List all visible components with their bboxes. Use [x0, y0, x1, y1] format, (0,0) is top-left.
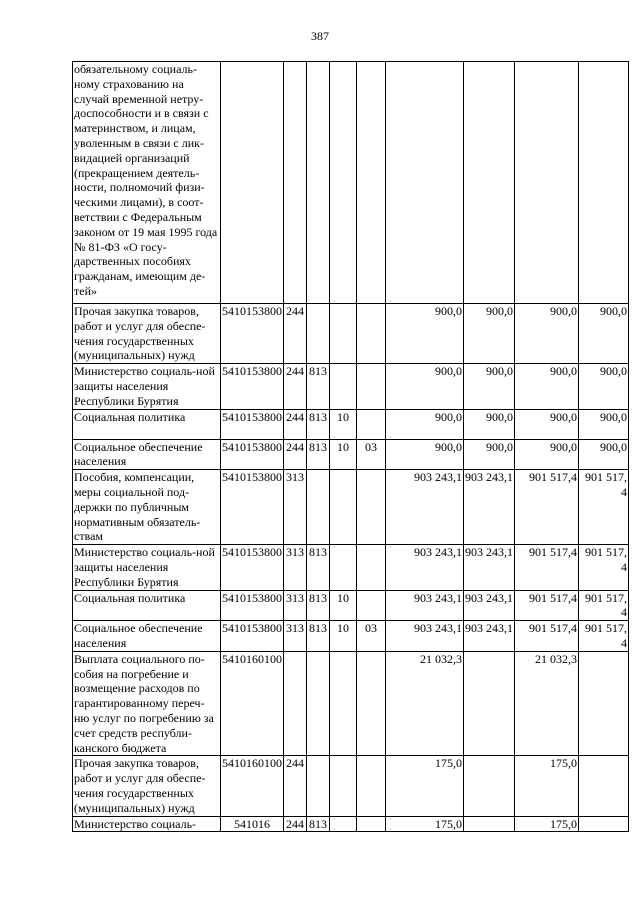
row-amount-2-cell: 900,0	[464, 409, 515, 439]
row-amount-1-cell: 900,0	[386, 304, 464, 364]
row-csr-cell: 5410160100	[221, 756, 284, 816]
row-amount-4-cell: 901 517,4	[579, 621, 629, 652]
row-pr-cell	[357, 304, 386, 364]
row-csr-cell: 5410153800	[221, 470, 284, 545]
row-grbs-cell	[307, 756, 330, 816]
row-amount-2-cell: 903 243,1	[464, 470, 515, 545]
row-amount-2-cell: 903 243,1	[464, 590, 515, 621]
row-pr-cell	[357, 816, 386, 832]
row-vr-cell	[284, 62, 307, 304]
row-amount-4-cell: 901 517,4	[579, 590, 629, 621]
row-name-cell: Социальное обеспечение населения	[73, 439, 221, 470]
row-amount-3-cell: 175,0	[515, 816, 579, 832]
row-vr-cell: 313	[284, 590, 307, 621]
table-row	[73, 545, 629, 590]
row-csr-cell: 5410153800	[221, 364, 284, 409]
row-amount-4-cell	[579, 62, 629, 304]
row-amount-1-cell: 900,0	[386, 364, 464, 409]
row-grbs-cell: 813	[307, 816, 330, 832]
budget-table	[72, 61, 629, 832]
table-row	[73, 621, 629, 652]
row-rz-cell	[330, 304, 357, 364]
row-amount-3-cell: 900,0	[515, 304, 579, 364]
table-row	[73, 364, 629, 409]
row-pr-cell	[357, 651, 386, 756]
row-pr-cell	[357, 364, 386, 409]
table-row	[73, 651, 629, 756]
row-grbs-cell: 813	[307, 364, 330, 409]
row-vr-cell	[284, 651, 307, 756]
row-amount-2-cell	[464, 756, 515, 816]
row-csr-cell	[221, 62, 284, 304]
row-vr-cell: 313	[284, 621, 307, 652]
row-amount-1-cell: 175,0	[386, 816, 464, 832]
row-rz-cell	[330, 470, 357, 545]
row-vr-cell: 244	[284, 756, 307, 816]
row-csr-cell: 5410153800	[221, 545, 284, 590]
row-amount-1-cell: 21 032,3	[386, 651, 464, 756]
row-grbs-cell	[307, 470, 330, 545]
row-pr-cell	[357, 756, 386, 816]
row-grbs-cell: 813	[307, 439, 330, 470]
row-vr-cell: 244	[284, 304, 307, 364]
row-amount-4-cell: 900,0	[579, 439, 629, 470]
row-csr-cell: 5410153800	[221, 304, 284, 364]
row-name-cell: Социальная политика	[73, 409, 221, 439]
row-rz-cell: 10	[330, 590, 357, 621]
row-csr-cell: 5410153800	[221, 439, 284, 470]
row-rz-cell: 10	[330, 409, 357, 439]
row-name-cell: Министерство социаль-	[73, 816, 221, 832]
row-amount-1-cell: 903 243,1	[386, 470, 464, 545]
row-name-cell: Министерство социаль-ной защиты населения Республики Бурятия	[73, 545, 221, 590]
row-amount-1-cell	[386, 62, 464, 304]
row-vr-cell: 244	[284, 439, 307, 470]
row-amount-4-cell: 900,0	[579, 364, 629, 409]
row-name-cell: Пособия, компенсации, меры социальной под-держки по публичным нормативным обязатель-ствам	[73, 470, 221, 545]
row-pr-cell	[357, 545, 386, 590]
row-rz-cell	[330, 816, 357, 832]
row-amount-4-cell	[579, 651, 629, 756]
row-amount-3-cell: 900,0	[515, 364, 579, 409]
row-name-cell: Социальное обеспечение населения	[73, 621, 221, 652]
row-amount-4-cell: 900,0	[579, 409, 629, 439]
row-rz-cell	[330, 62, 357, 304]
row-grbs-cell	[307, 62, 330, 304]
row-vr-cell: 313	[284, 470, 307, 545]
row-name-cell: Социальная политика	[73, 590, 221, 621]
row-amount-3-cell: 21 032,3	[515, 651, 579, 756]
row-grbs-cell: 813	[307, 621, 330, 652]
table-row	[73, 470, 629, 545]
row-grbs-cell: 813	[307, 590, 330, 621]
row-amount-1-cell: 903 243,1	[386, 621, 464, 652]
row-amount-1-cell: 903 243,1	[386, 590, 464, 621]
row-pr-cell	[357, 470, 386, 545]
row-amount-3-cell: 901 517,4	[515, 545, 579, 590]
row-amount-2-cell: 900,0	[464, 439, 515, 470]
row-vr-cell: 244	[284, 364, 307, 409]
table-body	[73, 62, 629, 832]
row-pr-cell	[357, 62, 386, 304]
row-rz-cell	[330, 545, 357, 590]
row-amount-1-cell: 175,0	[386, 756, 464, 816]
row-amount-2-cell: 903 243,1	[464, 621, 515, 652]
table-row	[73, 756, 629, 816]
row-amount-2-cell	[464, 62, 515, 304]
row-amount-2-cell	[464, 816, 515, 832]
row-name-cell: Прочая закупка товаров, работ и услуг для обеспе-чения государственных (муниципальных) нужд	[73, 756, 221, 816]
row-name-cell: Министерство социаль-ной защиты населения Республики Бурятия	[73, 364, 221, 409]
row-amount-4-cell: 901 517,4	[579, 470, 629, 545]
row-pr-cell: 03	[357, 439, 386, 470]
row-name-cell: обязательному социаль-ному страхованию на случай временной нетру-доспособности и в связи с материнством, и лицам, уволенным в связи с лик-видацией организаций (прекращением деятель-ности, полномочий физи-ческими лицами), в соот-ветствии с Федеральным законом от 19 мая 1995 года № 81-ФЗ «О госу-дарственных пособиях гражданам, имеющим де-тей»	[73, 62, 221, 304]
row-pr-cell	[357, 590, 386, 621]
row-amount-4-cell: 901 517,4	[579, 545, 629, 590]
row-csr-cell: 5410153800	[221, 590, 284, 621]
row-amount-3-cell: 175,0	[515, 756, 579, 816]
row-pr-cell	[357, 409, 386, 439]
row-amount-1-cell: 900,0	[386, 439, 464, 470]
row-amount-4-cell	[579, 756, 629, 816]
table-row	[73, 439, 629, 470]
row-grbs-cell: 813	[307, 545, 330, 590]
row-rz-cell	[330, 651, 357, 756]
row-vr-cell: 313	[284, 545, 307, 590]
table-row	[73, 304, 629, 364]
row-grbs-cell	[307, 651, 330, 756]
row-rz-cell: 10	[330, 439, 357, 470]
row-amount-4-cell: 900,0	[579, 304, 629, 364]
row-amount-3-cell	[515, 62, 579, 304]
row-amount-2-cell: 903 243,1	[464, 545, 515, 590]
page-number: 387	[311, 29, 329, 43]
row-csr-cell: 5410153800	[221, 409, 284, 439]
table-row	[73, 409, 629, 439]
row-amount-4-cell	[579, 816, 629, 832]
row-amount-2-cell	[464, 651, 515, 756]
row-grbs-cell	[307, 304, 330, 364]
row-csr-cell: 5410160100	[221, 651, 284, 756]
row-name-cell: Выплата социального по-собия на погребение и возмещение расходов по гарантированному переч-ню услуг по погребению за счет средств республи-канского бюджета	[73, 651, 221, 756]
row-amount-2-cell: 900,0	[464, 304, 515, 364]
row-rz-cell	[330, 364, 357, 409]
table-row	[73, 816, 629, 832]
row-amount-3-cell: 900,0	[515, 409, 579, 439]
table-row	[73, 590, 629, 621]
row-vr-cell: 244	[284, 816, 307, 832]
row-csr-cell: 5410153800	[221, 621, 284, 652]
table-row	[73, 62, 629, 304]
row-rz-cell: 10	[330, 621, 357, 652]
row-grbs-cell: 813	[307, 409, 330, 439]
row-amount-1-cell: 900,0	[386, 409, 464, 439]
row-vr-cell: 244	[284, 409, 307, 439]
row-amount-3-cell: 900,0	[515, 439, 579, 470]
row-amount-1-cell: 903 243,1	[386, 545, 464, 590]
row-pr-cell: 03	[357, 621, 386, 652]
row-amount-2-cell: 900,0	[464, 364, 515, 409]
row-name-cell: Прочая закупка товаров, работ и услуг для обеспе-чения государственных (муниципальных) нужд	[73, 304, 221, 364]
row-amount-3-cell: 901 517,4	[515, 470, 579, 545]
row-amount-3-cell: 901 517,4	[515, 590, 579, 621]
row-csr-cell: 541016	[221, 816, 284, 832]
row-amount-3-cell: 901 517,4	[515, 621, 579, 652]
row-rz-cell	[330, 756, 357, 816]
